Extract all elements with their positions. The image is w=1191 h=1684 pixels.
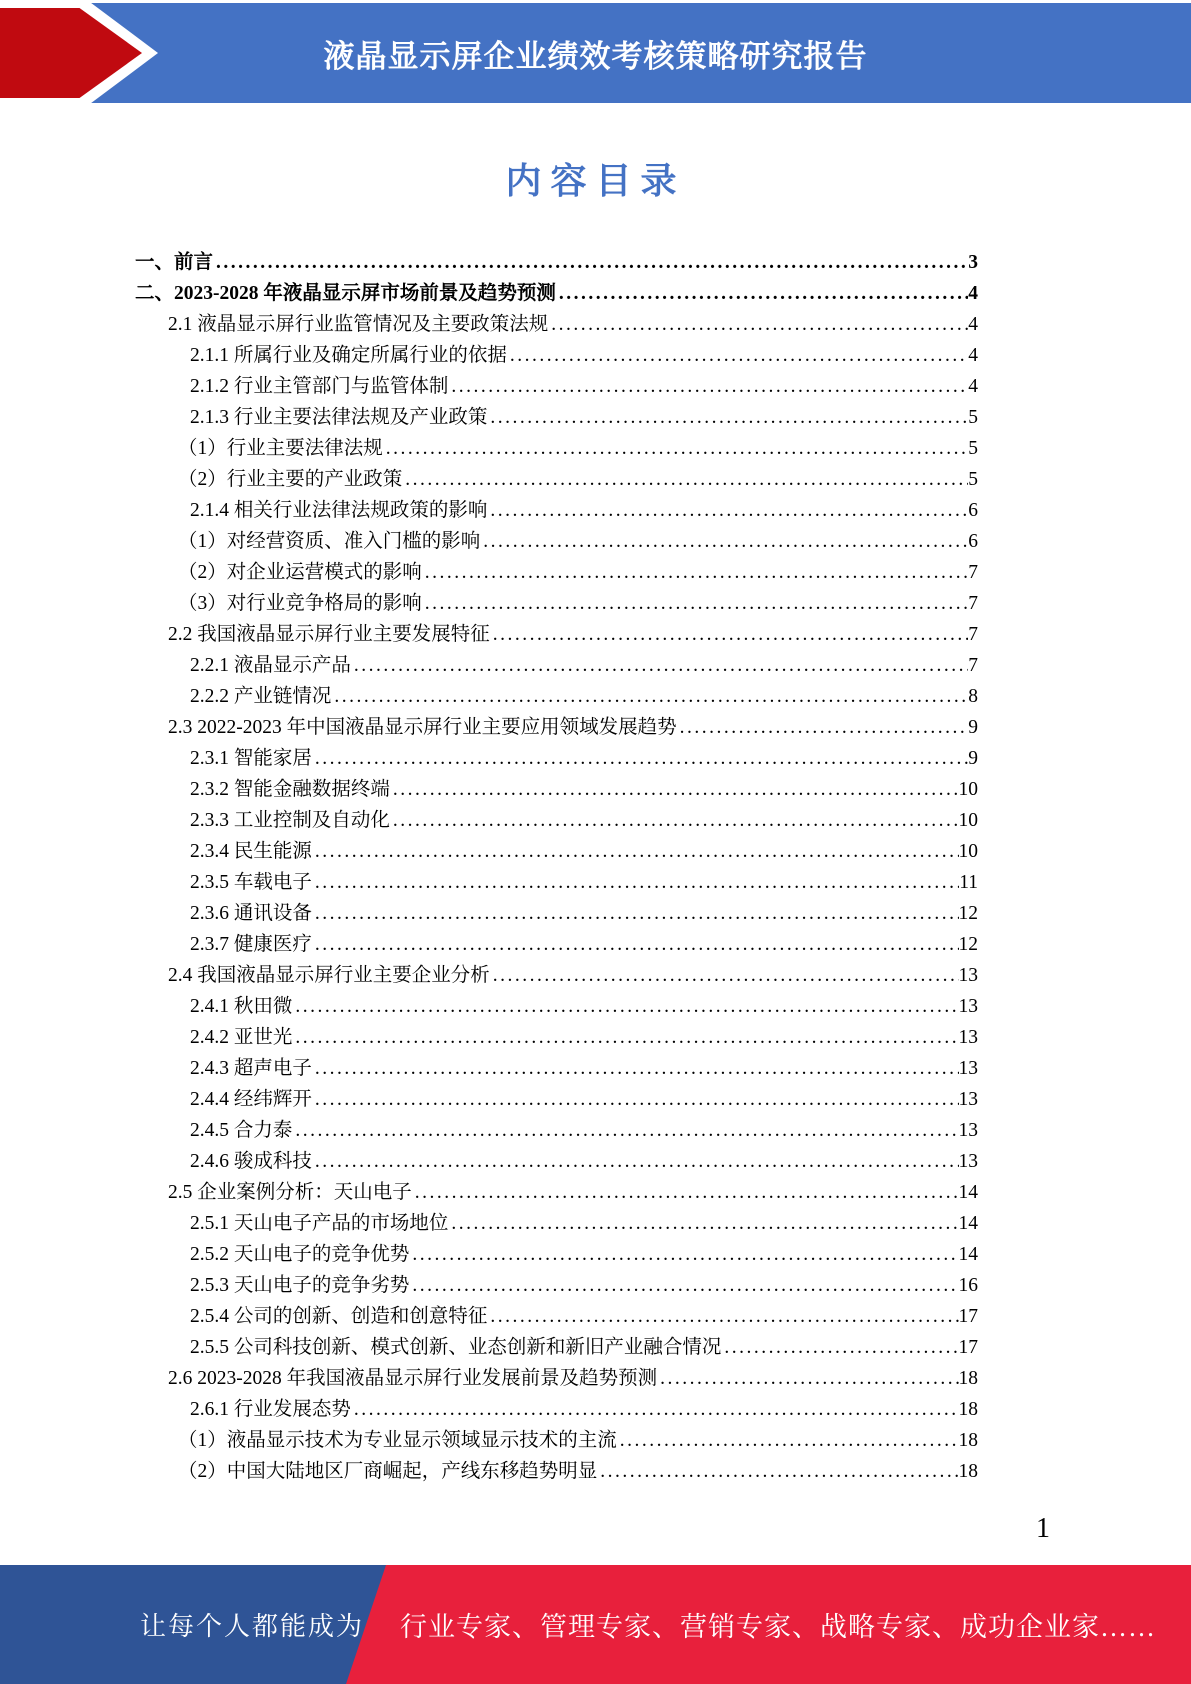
toc-entry-page: 14	[958, 1244, 978, 1265]
dot-leader	[312, 867, 959, 898]
toc-entry[interactable]	[135, 960, 978, 991]
toc-entry-label: 2.1.3 行业主要法律法规及产业政策	[190, 407, 488, 428]
toc-entry-label: 2.3.1 智能家居	[190, 748, 312, 769]
toc-entry-label: 2.4.4 经纬辉开	[190, 1089, 312, 1110]
toc-entry-label: （1）液晶显示技术为专业显示领域显示技术的主流	[178, 1430, 617, 1451]
toc-entry[interactable]	[135, 1394, 978, 1425]
footer-slogan-left: 让每个人都能成为	[140, 1611, 365, 1641]
toc-entry-page: 7	[968, 655, 978, 676]
toc-entry-label: 2.2.1 液晶显示产品	[190, 655, 351, 676]
dot-leader	[409, 1270, 958, 1301]
toc-entry-label: 2.6 2023-2028 年我国液晶显示屏行业发展前景及趋势预测	[168, 1368, 658, 1389]
dot-leader	[390, 774, 959, 805]
dot-leader	[292, 1022, 958, 1053]
toc-entry-page: 13	[958, 1151, 978, 1172]
dot-leader	[383, 433, 968, 464]
toc-entry[interactable]	[135, 526, 978, 557]
toc-entry-label: （2）行业主要的产业政策	[178, 469, 403, 490]
toc-entry-page: 4	[968, 376, 978, 397]
dot-leader	[402, 464, 968, 495]
footer-slogan-right: 行业专家、管理专家、营销专家、战略专家、成功企业家……	[400, 1612, 1156, 1642]
toc-entry-label: 2.5.2 天山电子的竞争优势	[190, 1244, 410, 1265]
toc-entry[interactable]	[135, 774, 978, 805]
dot-leader	[412, 1177, 959, 1208]
dot-leader	[487, 495, 968, 526]
toc-entry[interactable]	[135, 1363, 978, 1394]
toc-entry-label: 2.3.2 智能金融数据终端	[190, 779, 390, 800]
toc-entry-page: 11	[959, 872, 978, 893]
toc-entry[interactable]	[135, 681, 978, 712]
toc-entry[interactable]	[135, 278, 978, 309]
toc-entry[interactable]	[135, 867, 978, 898]
toc-entry[interactable]	[135, 991, 978, 1022]
toc-entry-label: 2.4.2 亚世光	[190, 1027, 293, 1048]
toc-entry-label: 一、前言	[135, 252, 214, 273]
dot-leader	[312, 1146, 959, 1177]
toc-entry-page: 4	[968, 345, 978, 366]
toc-entry-page: 3	[968, 252, 978, 273]
toc-entry-page: 18	[958, 1461, 978, 1482]
dot-leader	[487, 1301, 958, 1332]
dot-leader	[312, 1084, 959, 1115]
toc-entry-page: 13	[958, 1120, 978, 1141]
dot-leader	[422, 557, 968, 588]
toc-entry[interactable]	[135, 433, 978, 464]
dot-leader	[292, 991, 958, 1022]
toc-entry-page: 17	[958, 1337, 978, 1358]
toc-entry-label: 2.3.4 民生能源	[190, 841, 312, 862]
toc-entry[interactable]	[135, 836, 978, 867]
toc-entry-page: 16	[958, 1275, 978, 1296]
toc-entry-label: （2）中国大陆地区厂商崛起，产线东移趋势明显	[178, 1461, 598, 1482]
toc-entry[interactable]	[135, 1208, 978, 1239]
toc-entry-label: 2.5.1 天山电子产品的市场地位	[190, 1213, 449, 1234]
toc-entry-page: 8	[968, 686, 978, 707]
toc-entry-label: 2.4.1 秋田微	[190, 996, 293, 1017]
toc-entry-page: 9	[968, 748, 978, 769]
toc-entry[interactable]	[135, 309, 978, 340]
dot-leader	[351, 650, 968, 681]
toc-entry-label: 2.3 2022-2023 年中国液晶显示屏行业主要应用领域发展趋势	[168, 717, 677, 738]
dot-leader	[597, 1456, 958, 1487]
toc-entry-label: 2.3.5 车载电子	[190, 872, 312, 893]
toc-entry-page: 6	[968, 500, 978, 521]
dot-leader	[312, 836, 959, 867]
toc-entry-page: 10	[958, 779, 978, 800]
toc-entry[interactable]	[135, 1301, 978, 1332]
toc-entry[interactable]	[135, 1456, 978, 1487]
dot-leader	[556, 278, 968, 309]
toc-entry[interactable]	[135, 371, 978, 402]
toc-entry-page: 18	[958, 1399, 978, 1420]
dot-leader	[677, 712, 969, 743]
toc-entry-label: （3）对行业竞争格局的影响	[178, 593, 422, 614]
toc-entry[interactable]	[135, 1332, 978, 1363]
toc-entry-page: 13	[958, 1027, 978, 1048]
toc-entry-label: 2.6.1 行业发展态势	[190, 1399, 351, 1420]
toc-entry-label: 2.5.3 天山电子的竞争劣势	[190, 1275, 410, 1296]
toc-entry-page: 6	[968, 531, 978, 552]
toc-entry-label: 2.4.3 超声电子	[190, 1058, 312, 1079]
dot-leader	[480, 526, 968, 557]
toc-entry-label: （1）行业主要法律法规	[178, 438, 383, 459]
dot-leader	[490, 619, 968, 650]
dot-leader	[331, 681, 968, 712]
toc-heading: 内容目录	[505, 161, 686, 201]
toc-entry[interactable]	[135, 340, 978, 371]
toc-entry-page: 5	[968, 469, 978, 490]
toc-entry-page: 18	[958, 1368, 978, 1389]
toc-entry-page: 13	[958, 1089, 978, 1110]
toc-entry-label: 2.2 我国液晶显示屏行业主要发展特征	[168, 624, 490, 645]
dot-leader	[292, 1115, 958, 1146]
dot-leader	[422, 588, 968, 619]
toc-entry[interactable]	[135, 650, 978, 681]
toc-entry-label: 2.1.2 行业主管部门与监管体制	[190, 376, 449, 397]
dot-leader	[213, 247, 968, 278]
toc-entry-label: 2.3.7 健康医疗	[190, 934, 312, 955]
toc-entry-label: 2.4 我国液晶显示屏行业主要企业分析	[168, 965, 490, 986]
toc-entry[interactable]	[135, 1270, 978, 1301]
toc-entry-label: 2.4.6 骏成科技	[190, 1151, 312, 1172]
toc-entry-page: 12	[958, 903, 978, 924]
toc-entry-page: 18	[958, 1430, 978, 1451]
toc-entry-page: 10	[958, 841, 978, 862]
dot-leader	[721, 1332, 958, 1363]
toc-entry-page: 14	[958, 1213, 978, 1234]
toc-entry[interactable]	[135, 1146, 978, 1177]
toc-entry-page: 5	[968, 438, 978, 459]
toc-entry-label: 2.5.4 公司的创新、创造和创意特征	[190, 1306, 488, 1327]
report-title: 液晶显示屏企业绩效考核策略研究报告	[323, 38, 868, 74]
toc-entry[interactable]	[135, 805, 978, 836]
toc-entry-label: 2.3.6 通讯设备	[190, 903, 312, 924]
toc-entry[interactable]	[135, 247, 978, 278]
toc-entry-page: 4	[968, 314, 978, 335]
toc-entry[interactable]	[135, 588, 978, 619]
toc-entry[interactable]	[135, 1239, 978, 1270]
dot-leader	[312, 929, 959, 960]
toc-entry-page: 7	[968, 562, 978, 583]
dot-leader	[409, 1239, 958, 1270]
toc-entry-label: 2.4.5 合力泰	[190, 1120, 293, 1141]
dot-leader	[448, 371, 968, 402]
toc-entry[interactable]	[135, 1425, 978, 1456]
toc-entry-page: 13	[958, 965, 978, 986]
toc-entry-label: 2.3.3 工业控制及自动化	[190, 810, 390, 831]
toc-entry[interactable]	[135, 1022, 978, 1053]
dot-leader	[390, 805, 959, 836]
dot-leader	[312, 898, 959, 929]
dot-leader	[490, 960, 959, 991]
toc-entry[interactable]	[135, 402, 978, 433]
toc-entry-page: 10	[958, 810, 978, 831]
toc-entry[interactable]	[135, 929, 978, 960]
dot-leader	[448, 1208, 958, 1239]
toc-entry-page: 12	[958, 934, 978, 955]
toc-entry[interactable]	[135, 743, 978, 774]
toc-entry-page: 13	[958, 1058, 978, 1079]
toc-entry[interactable]	[135, 464, 978, 495]
toc-entry-page: 7	[968, 624, 978, 645]
dot-leader	[351, 1394, 959, 1425]
footer-banner	[0, 1565, 1191, 1684]
toc-entry[interactable]	[135, 1053, 978, 1084]
dot-leader	[312, 743, 968, 774]
toc-entry[interactable]	[135, 1084, 978, 1115]
toc-entry[interactable]	[135, 1115, 978, 1146]
dot-leader	[507, 340, 968, 371]
toc-entry-page: 5	[968, 407, 978, 428]
toc-entry-label: （2）对企业运营模式的影响	[178, 562, 422, 583]
toc-entry-page: 13	[958, 996, 978, 1017]
toc-entry-page: 7	[968, 593, 978, 614]
toc-entry[interactable]	[135, 898, 978, 929]
dot-leader	[657, 1363, 958, 1394]
page-number: 1	[1036, 1513, 1050, 1544]
table-of-contents	[135, 247, 978, 1487]
toc-entry[interactable]	[135, 557, 978, 588]
dot-leader	[548, 309, 968, 340]
dot-leader	[312, 1053, 959, 1084]
toc-entry-label: 2.1.1 所属行业及确定所属行业的依据	[190, 345, 507, 366]
toc-entry-page: 4	[968, 283, 978, 304]
toc-entry[interactable]	[135, 1177, 978, 1208]
toc-entry-label: 2.5.5 公司科技创新、模式创新、业态创新和新旧产业融合情况	[190, 1337, 722, 1358]
toc-entry-label: 2.1.4 相关行业法律法规政策的影响	[190, 500, 488, 521]
toc-entry[interactable]	[135, 619, 978, 650]
toc-entry-label: 2.5 企业案例分析：天山电子	[168, 1182, 412, 1203]
toc-entry-page: 17	[958, 1306, 978, 1327]
toc-entry[interactable]	[135, 712, 978, 743]
toc-entry-label: 2.1 液晶显示屏行业监管情况及主要政策法规	[168, 314, 549, 335]
dot-leader	[617, 1425, 959, 1456]
toc-entry-label: （1）对经营资质、准入门槛的影响	[178, 531, 481, 552]
toc-entry-page: 9	[968, 717, 978, 738]
report-header-banner	[0, 3, 1191, 103]
dot-leader	[487, 402, 968, 433]
toc-entry-page: 14	[958, 1182, 978, 1203]
toc-entry-label: 2.2.2 产业链情况	[190, 686, 332, 707]
toc-entry-label: 二、2023-2028 年液晶显示屏市场前景及趋势预测	[135, 283, 556, 304]
toc-entry[interactable]	[135, 495, 978, 526]
